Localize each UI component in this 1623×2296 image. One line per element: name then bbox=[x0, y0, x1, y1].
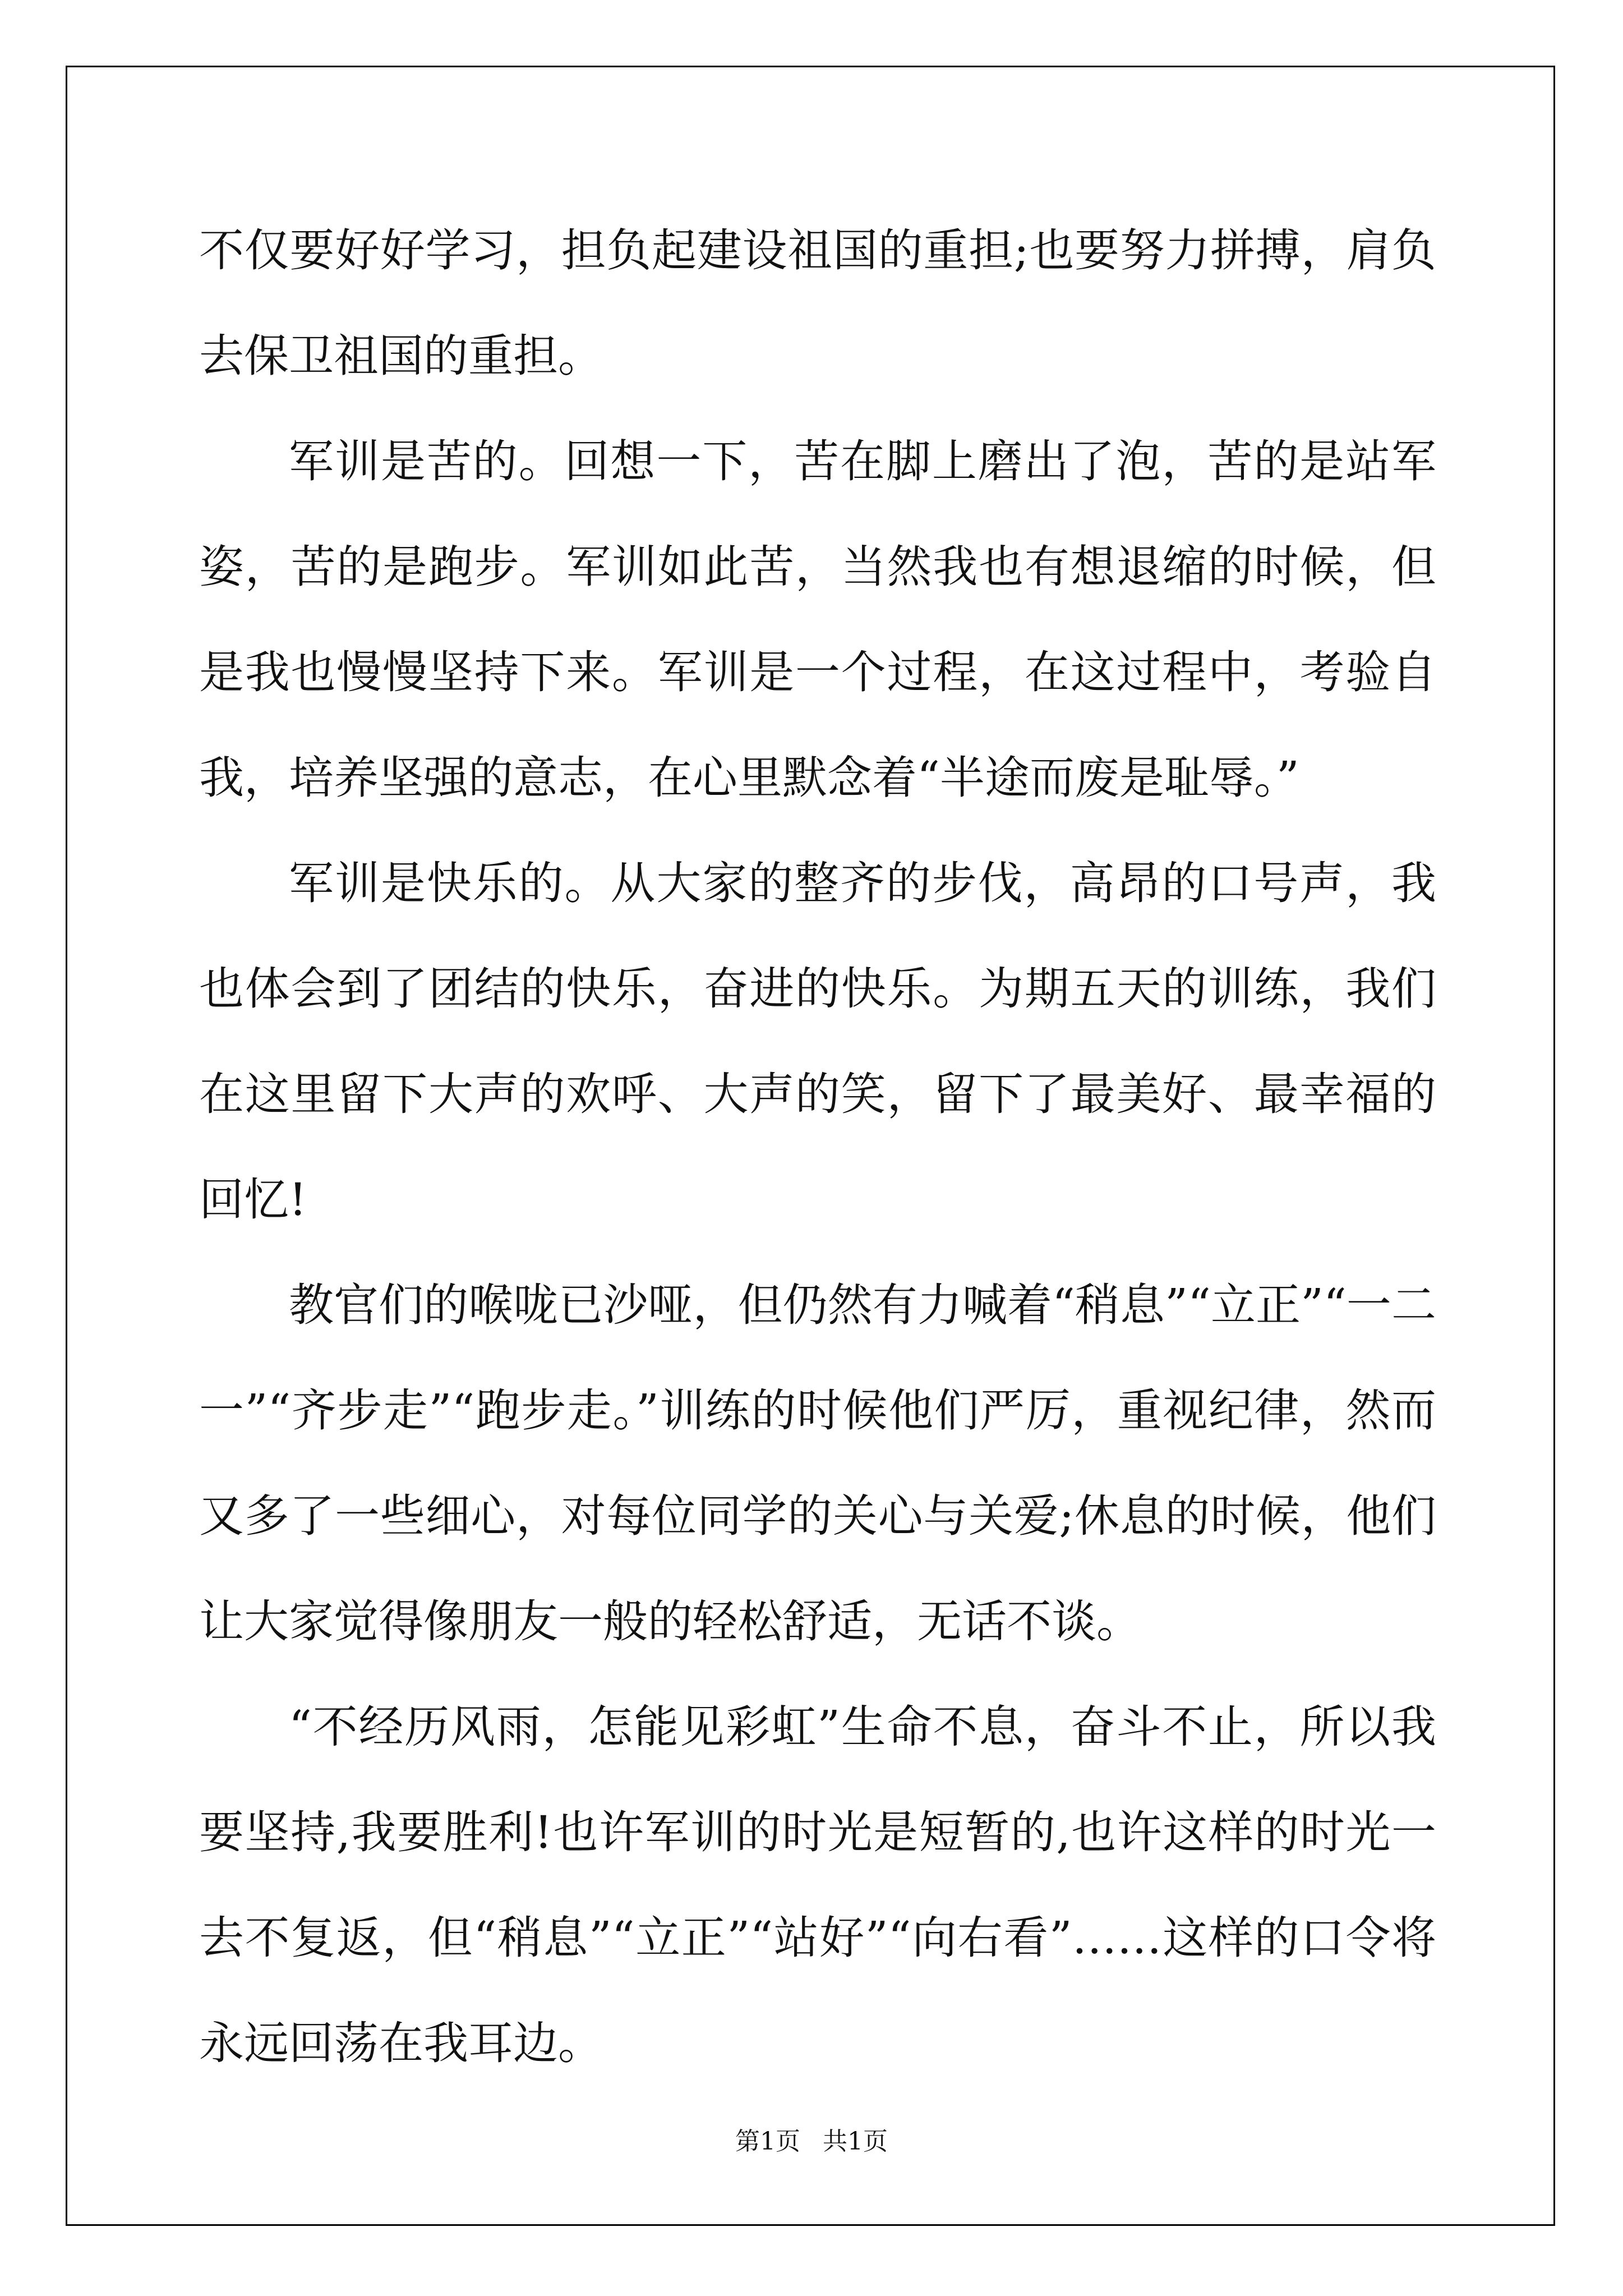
paragraph-4: 教官们的喉咙已沙哑，但仍然有力喊着“稍息”“立正”“一二一”“齐步走”“跑步走。”训练的时候他们严厉，重视纪律，然而又多了一些细心，对每位同学的关心与关爱;休息的时候，他们让大家觉得像朋友一般的轻松舒适，无话不谈。 bbox=[199, 1279, 1436, 1648]
page-number-current: 第1页 bbox=[735, 2127, 800, 2156]
page-footer bbox=[0, 2125, 1623, 2159]
paragraph-2: 军训是苦的。回想一下，苦在脚上磨出了泡，苦的是站军姿，苦的是跑步。军训如此苦，当然我也有想退缩的时候，但是我也慢慢坚持下来。军训是一个过程，在这过程中，考验自我，培养坚强的意志，在心里默念着“半途而废是耻辱。” bbox=[199, 435, 1436, 804]
paragraph-1: 不仅要好好学习，担负起建设祖国的重担;也要努力拼搏，肩负去保卫祖国的重担。 bbox=[199, 224, 1436, 382]
page-number-total: 共1页 bbox=[823, 2127, 888, 2156]
paragraph-5: “不经历风雨，怎能见彩虹”生命不息，奋斗不止，所以我要坚持,我要胜利!也许军训的时光是短暂的,也许这样的时光一去不复返，但“稍息”“立正”“站好”“向右看”……这样的口令将永远回荡在我耳边。 bbox=[199, 1701, 1436, 2069]
paragraph-3: 军训是快乐的。从大家的整齐的步伐，高昂的口号声，我也体会到了团结的快乐，奋进的快乐。为期五天的训练，我们在这里留下大声的欢呼、大声的笑，留下了最美好、最幸福的回忆! bbox=[199, 857, 1436, 1226]
document-body bbox=[199, 198, 1436, 2096]
